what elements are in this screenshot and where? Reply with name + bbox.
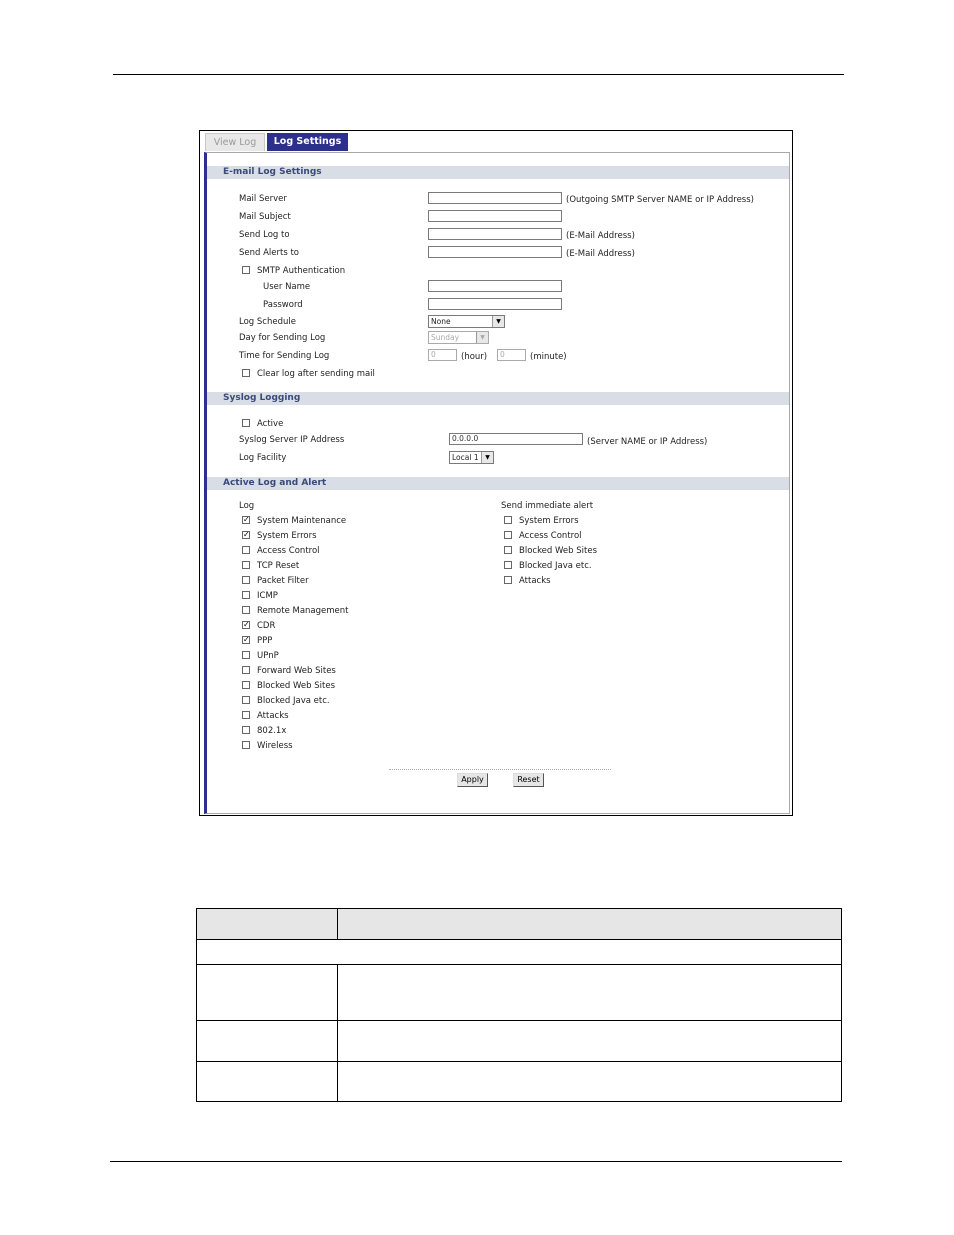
log-item-checkbox[interactable]: [242, 546, 250, 554]
table-header-cell: [338, 909, 842, 940]
log-item-label: Packet Filter: [257, 576, 309, 586]
user-name-input[interactable]: [428, 280, 562, 292]
mail-subject-input[interactable]: [428, 210, 562, 222]
log-item-label: Remote Management: [257, 606, 349, 616]
table-header-cell: [197, 909, 338, 940]
clear-log-label: Clear log after sending mail: [257, 369, 375, 379]
mail-server-label: Mail Server: [239, 194, 287, 204]
mail-server-input[interactable]: [428, 192, 562, 204]
alert-item-checkbox[interactable]: [504, 516, 512, 524]
send-log-to-input[interactable]: [428, 228, 562, 240]
log-item-checkbox[interactable]: [242, 561, 250, 569]
log-item-label: TCP Reset: [257, 561, 300, 571]
log-item-label: UPnP: [257, 651, 279, 661]
alert-column-header: Send immediate alert: [501, 501, 594, 511]
hour-unit: (hour): [461, 352, 488, 362]
table-cell: [197, 940, 842, 965]
log-item-checkbox[interactable]: [242, 726, 250, 734]
table-cell: [338, 965, 842, 1021]
log-item-checkbox[interactable]: ✓: [243, 515, 250, 524]
day-for-sending-select[interactable]: [428, 331, 489, 344]
table-cell: [338, 1062, 842, 1102]
alert-item-label: Access Control: [519, 531, 582, 541]
log-schedule-label: Log Schedule: [239, 317, 296, 327]
day-for-sending-label: Day for Sending Log: [239, 333, 326, 343]
log-facility-label: Log Facility: [239, 453, 287, 463]
log-item-checkbox[interactable]: [242, 666, 250, 674]
send-alerts-to-label: Send Alerts to: [239, 248, 300, 258]
log-item-label: CDR: [257, 621, 276, 631]
day-for-sending-value: Sunday: [431, 333, 460, 342]
smtp-auth-checkbox[interactable]: [242, 266, 250, 274]
alert-item-checkbox[interactable]: [504, 531, 512, 539]
log-item-checkbox[interactable]: ✓: [243, 635, 250, 644]
alert-item-checkbox[interactable]: [504, 546, 512, 554]
syslog-active-checkbox[interactable]: [242, 419, 250, 427]
log-item-checkbox[interactable]: [242, 681, 250, 689]
log-item-checkbox[interactable]: [242, 741, 250, 749]
table-row: [197, 940, 842, 965]
alert-item-checkbox[interactable]: [504, 576, 512, 584]
syslog-server-hint: (Server NAME or IP Address): [587, 437, 708, 447]
log-item-label: ICMP: [257, 591, 278, 601]
clear-log-checkbox[interactable]: [242, 369, 250, 377]
smtp-auth-label: SMTP Authentication: [257, 266, 346, 276]
chevron-down-icon: ▼: [481, 452, 493, 463]
syslog-active-label: Active: [257, 419, 284, 429]
chevron-down-icon: ▼: [492, 316, 504, 327]
log-item-checkbox[interactable]: ✓: [243, 620, 250, 629]
log-item-label: Access Control: [257, 546, 320, 556]
syslog-server-label: Syslog Server IP Address: [239, 435, 345, 445]
alert-item-checkbox[interactable]: [504, 561, 512, 569]
table-cell: [338, 1021, 842, 1062]
log-item-label: Blocked Java etc.: [257, 696, 330, 706]
hour-input[interactable]: 0: [428, 349, 457, 361]
table-row: [197, 1021, 842, 1062]
settings-panel: [204, 152, 790, 814]
log-facility-value: Local 1: [452, 453, 479, 462]
time-for-sending-label: Time for Sending Log: [239, 351, 330, 361]
table-cell: [197, 965, 338, 1021]
description-table: [196, 908, 842, 1102]
log-facility-select[interactable]: [449, 451, 494, 464]
log-item-label: Wireless: [257, 741, 293, 751]
send-alerts-to-input[interactable]: [428, 246, 562, 258]
table-cell: [197, 1021, 338, 1062]
log-item-checkbox[interactable]: [242, 576, 250, 584]
log-column-header: Log: [239, 501, 255, 511]
apply-button[interactable]: Apply: [457, 773, 488, 787]
table-cell: [197, 1062, 338, 1102]
alert-item-label: Blocked Web Sites: [519, 546, 597, 556]
active-log-section-header: Active Log and Alert: [207, 477, 789, 490]
button-divider: [389, 769, 611, 770]
log-item-label: System Errors: [257, 531, 317, 541]
password-input[interactable]: [428, 298, 562, 310]
minute-input[interactable]: 0: [497, 349, 526, 361]
alert-item-label: Blocked Java etc.: [519, 561, 592, 571]
table-row: [197, 1062, 842, 1102]
log-item-checkbox[interactable]: ✓: [243, 530, 250, 539]
tab-log-settings[interactable]: Log Settings: [267, 133, 348, 151]
log-item-checkbox[interactable]: [242, 696, 250, 704]
user-name-label: User Name: [263, 282, 311, 292]
log-item-checkbox[interactable]: [242, 606, 250, 614]
log-item-label: Forward Web Sites: [257, 666, 336, 676]
syslog-server-input[interactable]: 0.0.0.0: [449, 433, 583, 445]
chevron-down-icon: ▼: [476, 332, 488, 343]
bottom-rule: [110, 1161, 842, 1162]
top-rule: [113, 74, 844, 75]
tab-view-log[interactable]: View Log: [205, 133, 265, 151]
table-header-row: [197, 909, 842, 940]
reset-button[interactable]: Reset: [513, 773, 544, 787]
minute-unit: (minute): [530, 352, 567, 362]
log-item-checkbox[interactable]: [242, 711, 250, 719]
syslog-section-header: Syslog Logging: [207, 392, 789, 405]
table-row: [197, 965, 842, 1021]
alert-item-label: Attacks: [519, 576, 551, 586]
send-log-to-label: Send Log to: [239, 230, 290, 240]
log-schedule-value: None: [431, 317, 451, 326]
log-item-label: 802.1x: [257, 726, 287, 736]
mail-subject-label: Mail Subject: [239, 212, 291, 222]
log-settings-screenshot: [199, 130, 793, 816]
log-item-label: PPP: [257, 636, 273, 646]
log-item-label: System Maintenance: [257, 516, 347, 526]
send-alerts-to-hint: (E-Mail Address): [566, 249, 635, 259]
log-item-checkbox[interactable]: [242, 591, 250, 599]
mail-server-hint: (Outgoing SMTP Server NAME or IP Address): [566, 195, 754, 205]
log-item-label: Attacks: [257, 711, 289, 721]
log-schedule-select[interactable]: [428, 315, 505, 328]
log-item-checkbox[interactable]: [242, 651, 250, 659]
alert-item-label: System Errors: [519, 516, 579, 526]
log-item-label: Blocked Web Sites: [257, 681, 335, 691]
password-label: Password: [263, 300, 303, 310]
send-log-to-hint: (E-Mail Address): [566, 231, 635, 241]
email-section-header: E-mail Log Settings: [207, 166, 789, 179]
